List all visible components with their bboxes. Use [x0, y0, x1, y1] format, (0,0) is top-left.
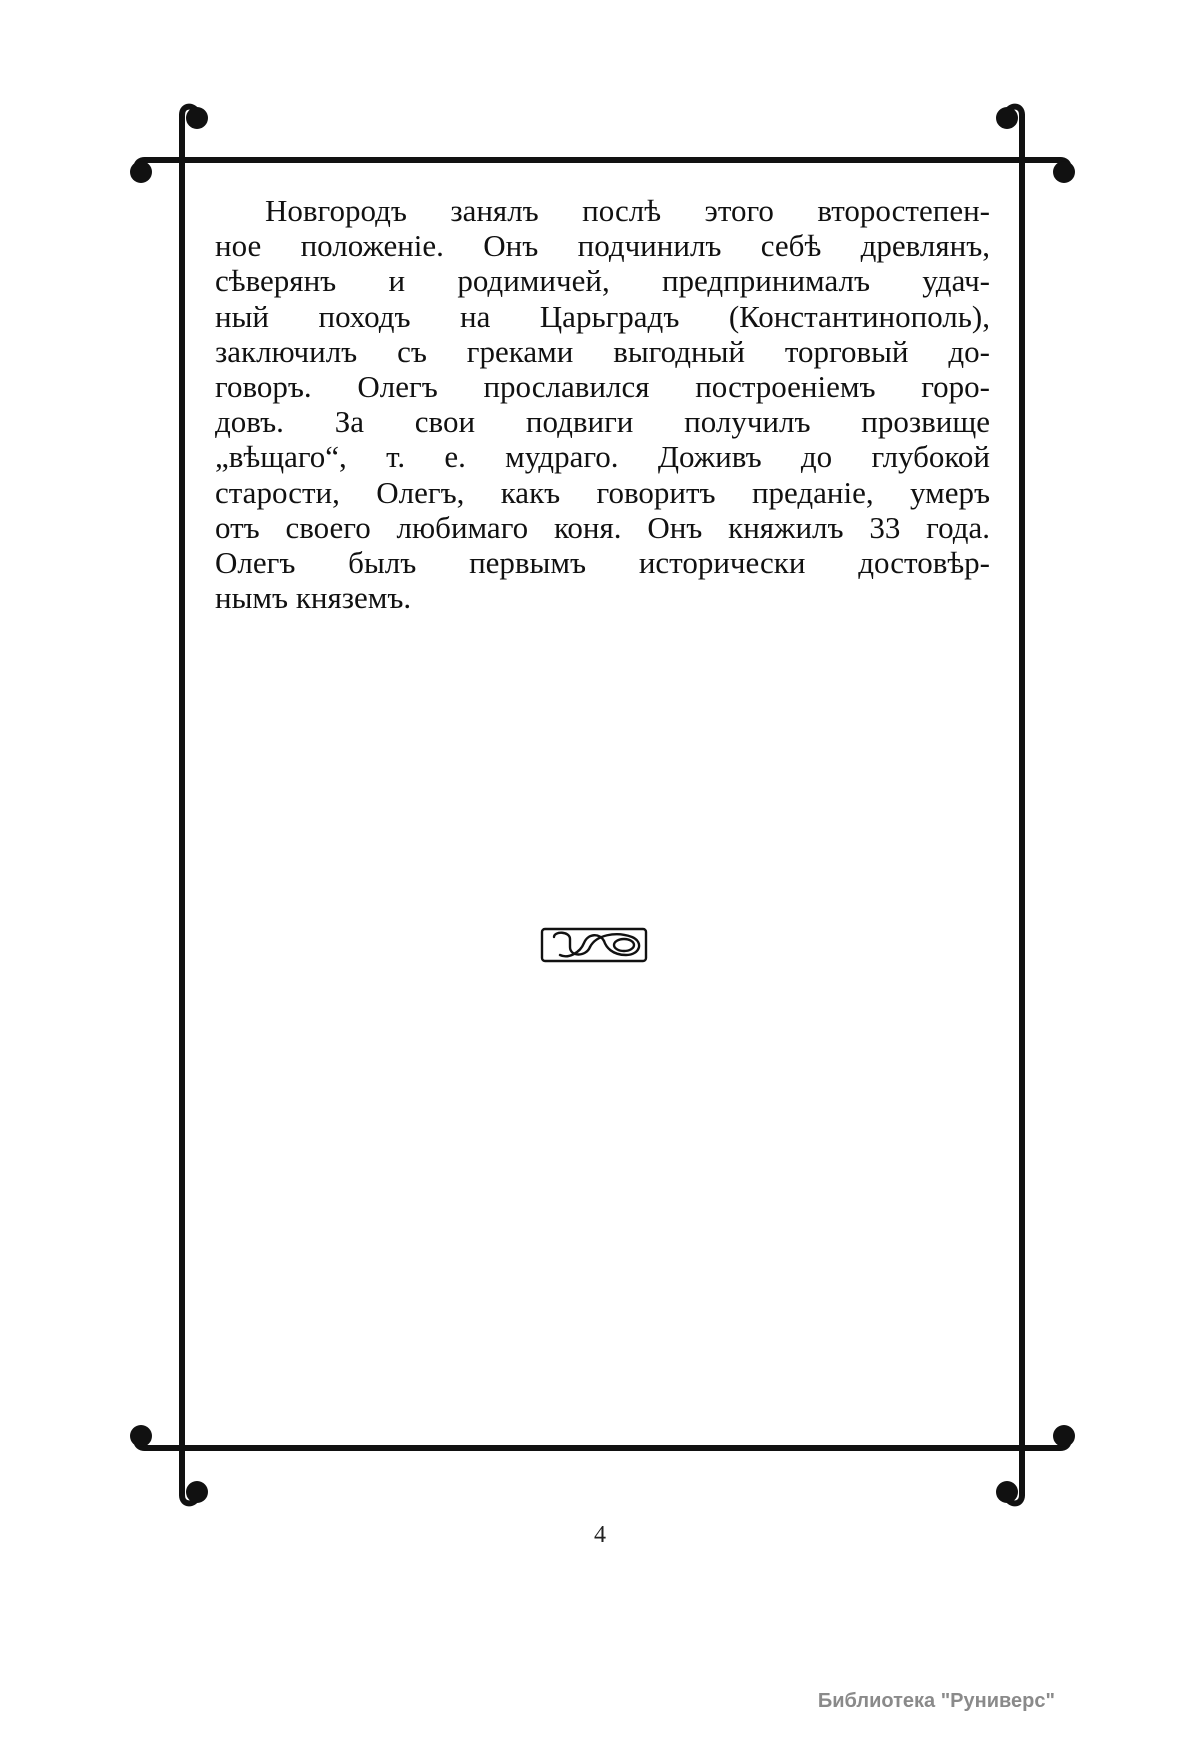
paragraph-line: Новгородъ занялъ послѣ этого второстепен-: [265, 193, 990, 228]
paragraph-line: старости, Олегъ, какъ говоритъ преданіе, умеръ: [215, 474, 990, 510]
page-number: 4: [594, 1522, 606, 1548]
paragraph-line: говоръ. Олегъ прославился построеніемъ горо-: [215, 368, 990, 404]
paragraph-line: нымъ княземъ.: [215, 580, 412, 616]
scroll-curl-side-icon: [130, 161, 152, 183]
paragraph-line: довъ. За свои подвиги получилъ прозвище: [215, 404, 990, 440]
scroll-curl-bottom-icon: [996, 1481, 1018, 1503]
scroll-curl-top-icon: [996, 107, 1018, 129]
scroll-curl-side-icon: [130, 1425, 152, 1447]
scroll-curl-bottom-icon: [186, 1481, 208, 1503]
scroll-curl-top-icon: [186, 107, 208, 129]
paragraph-line: отъ своего любимаго коня. Онъ княжилъ 33 года.: [215, 509, 990, 545]
interlace-knot-ornament-icon: [540, 925, 648, 965]
scroll-curl-side-icon: [1053, 1425, 1075, 1447]
paragraph-line: ный походъ на Царьградъ (Константинополь),: [215, 298, 990, 334]
library-watermark: Библиотека "Руниверс": [817, 1690, 1055, 1712]
paragraph-line: ное положеніе. Онъ подчинилъ себѣ древлянъ,: [215, 228, 990, 264]
paragraph-line: „вѣщаго“, т. е. мудраго. Доживъ до глубокой: [215, 439, 990, 475]
body-paragraph: [215, 193, 990, 615]
scroll-curl-side-icon: [1053, 161, 1075, 183]
paragraph-line: Олегъ былъ первымъ исторически достовѣр-: [215, 544, 990, 580]
paragraph-line: сѣверянъ и родимичей, предпринималъ удач-: [215, 263, 990, 299]
paragraph-line: заключилъ съ греками выгодный торговый до-: [215, 333, 990, 369]
